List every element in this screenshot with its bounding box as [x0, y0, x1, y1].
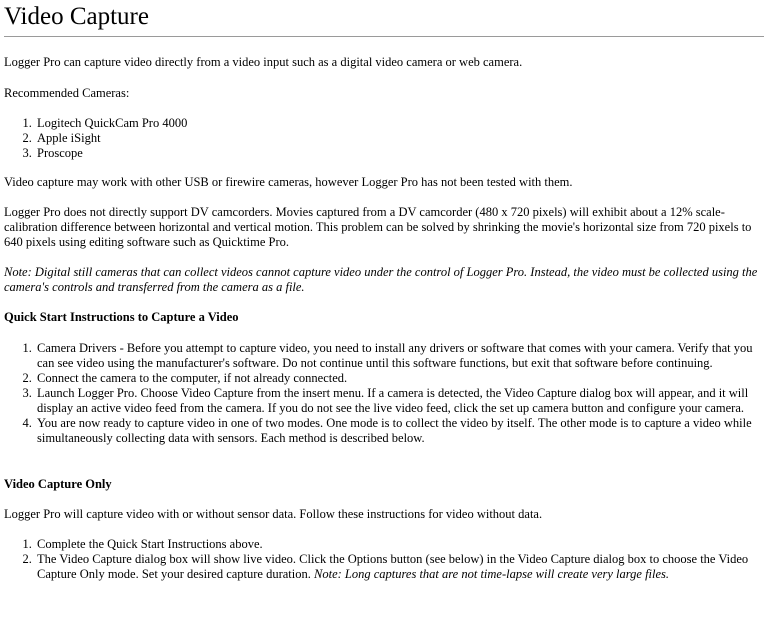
recommended-cameras-heading: Recommended Cameras:: [4, 86, 130, 100]
title-divider: [4, 36, 764, 37]
quick-start-heading: Quick Start Instructions to Capture a Video: [4, 310, 239, 324]
page-title: Video Capture: [4, 3, 149, 30]
step-text: The Video Capture dialog box will show live video. Click the Options button (see below) in the Video Capture dialog box to choose the Video Capture Only mode. Set your desired capture duration.: [37, 552, 749, 581]
list-item: 1. Complete the Quick Start Instructions above.: [35, 537, 764, 552]
list-item: 3. Launch Logger Pro. Choose Video Capture from the insert menu. If a camera is detected, the Video Capture dialog box will appear, and it will display an active video feed from the camera. If you do not see the live video feed, click the set up camera button and configure your camera.: [35, 386, 764, 416]
usb-note: Video capture may work with other USB or firewire cameras, however Logger Pro has not been tested with them.: [4, 175, 573, 189]
help-page: [0, 3, 768, 617]
list-item: [35, 552, 764, 582]
quick-start-steps: [4, 341, 764, 446]
list-item: 1. Logitech QuickCam Pro 4000: [35, 116, 764, 131]
list-item: 1. Camera Drivers - Before you attempt to capture video, you need to install any drivers or software that comes with your camera. Verify that you can see video using the manufacturer's software. Do not continue until this software functions, but exit that software before continuing.: [35, 341, 764, 371]
list-item: 4. You are now ready to capture video in one of two modes. One mode is to collect the video by itself. The other mode is to capture a video while simultaneously collecting data with sensors. Each method is described below.: [35, 416, 764, 446]
video-capture-only-heading: Video Capture Only: [4, 477, 112, 491]
still-camera-note: Note: Digital still cameras that can collect videos cannot capture video under the control of Logger Pro. Instead, the video must be collected using the camera's controls and transferred from the camera as a file.: [4, 265, 758, 294]
intro-paragraph: Logger Pro can capture video directly from a video input such as a digital video camera or web camera.: [4, 55, 523, 69]
large-files-note: Note: Long captures that are not time-lapse will create very large files.: [314, 567, 670, 581]
dv-camcorder-note: Logger Pro does not directly support DV camcorders. Movies captured from a DV camcorder (480 x 720 pixels) will exhibit about a 12% scale-calibration difference between horizontal and vertical motion. This problem can be solved by shrinking the movie's horizontal size from 720 pixels to 640 pixels using editing software such as Quicktime Pro.: [4, 205, 752, 249]
capture-only-steps: [4, 537, 764, 582]
list-item: 2. Connect the camera to the computer, if not already connected.: [35, 371, 764, 386]
camera-list: [4, 116, 764, 161]
list-item: 3. Proscope: [35, 146, 764, 161]
list-item: 2. Apple iSight: [35, 131, 764, 146]
capture-only-intro: Logger Pro will capture video with or without sensor data. Follow these instructions for video without data.: [4, 507, 543, 521]
